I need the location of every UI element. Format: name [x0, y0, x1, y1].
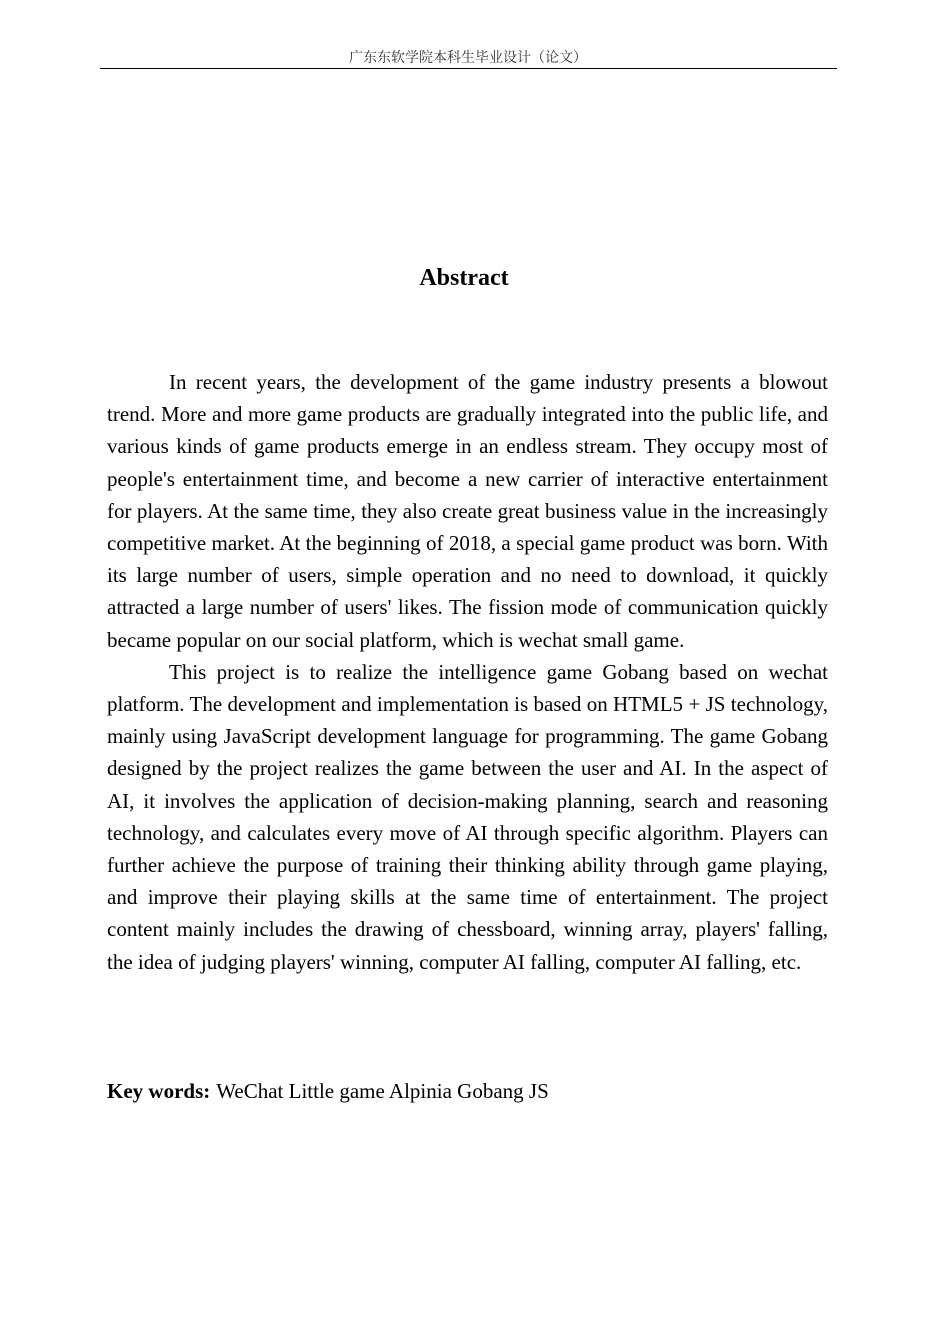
page-header: 广东东软学院本科生毕业设计（论文） — [349, 50, 587, 66]
page-title: Abstract — [419, 265, 509, 291]
header-divider — [100, 68, 837, 69]
keywords-line — [107, 1075, 828, 1107]
keywords-value: WeChat Little game Alpinia Gobang JS — [216, 1079, 549, 1103]
abstract-paragraph-2: This project is to realize the intelligence game Gobang based on wechat platform. The development and implementation is based on HTML5 + JS technology, mainly using JavaScript development language for programming. The game Gobang designed by the project realizes the game between the user and AI. In the aspect of AI, it involves the application of decision-making planning, search and reasoning technology, and calculates every move of AI through specific algorithm. Players can further achieve the purpose of training their thinking ability through game playing, and improve their playing skills at the same time of entertainment. The project content mainly includes the drawing of chessboard, winning array, players' falling, the idea of judging players' winning, computer AI falling, computer AI falling, etc. — [107, 659, 828, 974]
keywords-label: Key words: — [107, 1079, 211, 1103]
abstract-body — [107, 366, 828, 978]
abstract-paragraph-1: In recent years, the development of the game industry presents a blowout trend. More and more game products are gradually integrated into the public life, and various kinds of game products emerge in an endless stream. They occupy most of people's entertainment time, and become a new carrier of interactive entertainment for players. At the same time, they also create great business value in the increasingly competitive market. At the beginning of 2018, a special game product was born. With its large number of users, simple operation and no need to download, it quickly attracted a large number of users' likes. The fission mode of communication quickly became popular on our social platform, which is wechat small game. — [107, 370, 828, 652]
